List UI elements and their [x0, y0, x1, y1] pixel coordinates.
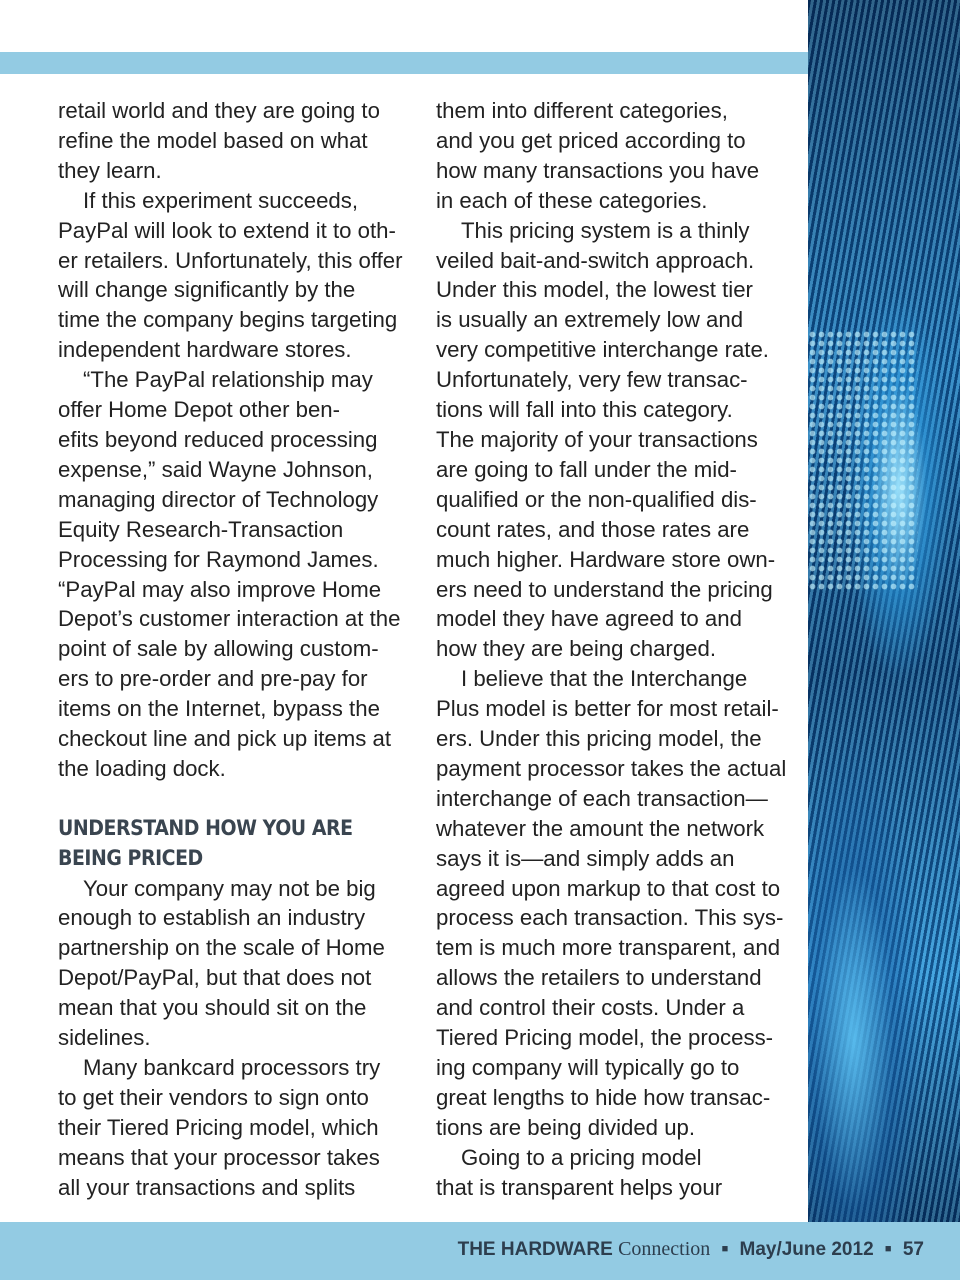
- magazine-name-suffix: Connection: [618, 1238, 711, 1260]
- paragraph: Many bankcard processors try to get their vendors to sign onto their Tiered Pricing model, which means that your processor takes all your transactions and splits: [58, 1054, 381, 1200]
- paragraph: “The PayPal relationship may offer Home Depot other ben- efits beyond reduced processing expense,” said Wayne Johnson, managing director of Technology Equity Research-Transaction Processing for Raymond James. “PayPal may also improve Home Depot’s customer interaction at the point of sale by allowing custom- ers to pre-order and pre-pay for items on the Internet, bypass the checkout line and pick up items at the loading dock.: [58, 367, 401, 781]
- page-number: 57: [902, 1239, 924, 1260]
- paragraph: them into different categories, and you get priced according to how many transactions you have in each of these categories.: [436, 98, 760, 213]
- issue-date: May/June 2012: [739, 1239, 874, 1260]
- separator-square-icon: ■: [884, 1243, 892, 1255]
- paragraph: retail world and they are going to refine the model based on what they learn.: [58, 98, 380, 183]
- blue-fiber-optic-image: [808, 0, 960, 1222]
- right-column: [436, 96, 798, 1203]
- separator-square-icon: ■: [721, 1243, 729, 1255]
- magazine-name: THE HARDWARE: [457, 1239, 613, 1260]
- paragraph: This pricing system is a thinly veiled bait-and-switch approach. Under this model, the lowest tier is usually an extremely low and very competitive interchange rate. Unfortunately, very few transac- tions will fall into this category. The majority of your transactions are going to fall under the mid- qualified or the non-qualified dis- count rates, and those rates are much higher. Hardware store own- ers need to understand the pricing model they have agreed to and how they are being charged.: [436, 217, 776, 662]
- page-footer: [458, 1236, 924, 1263]
- section-heading: UNDERSTAND HOW YOU ARE BEING PRICED: [58, 815, 353, 870]
- section-gap: [58, 784, 420, 814]
- paragraph: I believe that the Interchange Plus model is better for most retail- ers. Under this pricing model, the payment processor takes the actual interchange of each transaction— whatever the amount the network says it is—and simply adds an agreed upon markup to that cost to process each transaction. This sys- tem is much more transparent, and allows the retailers to understand and control their costs. Under a Tiered Pricing model, the process- ing company will typically go to great lengths to hide how transac- tions are being divided up.: [436, 666, 787, 1140]
- paragraph: Going to a pricing model that is transparent helps your: [436, 1144, 723, 1200]
- paragraph: If this experiment succeeds, PayPal will look to extend it to oth- er retailers. Unfortunately, this offer will change significantly by the time the company begins targeting independent hardware stores.: [58, 187, 403, 363]
- hexagon-pattern: [808, 330, 918, 590]
- left-column: [58, 96, 420, 1203]
- paragraph: Your company may not be big enough to establish an industry partnership on the scale of Home Depot/PayPal, but that does not mean that you should sit on the sidelines.: [58, 875, 385, 1051]
